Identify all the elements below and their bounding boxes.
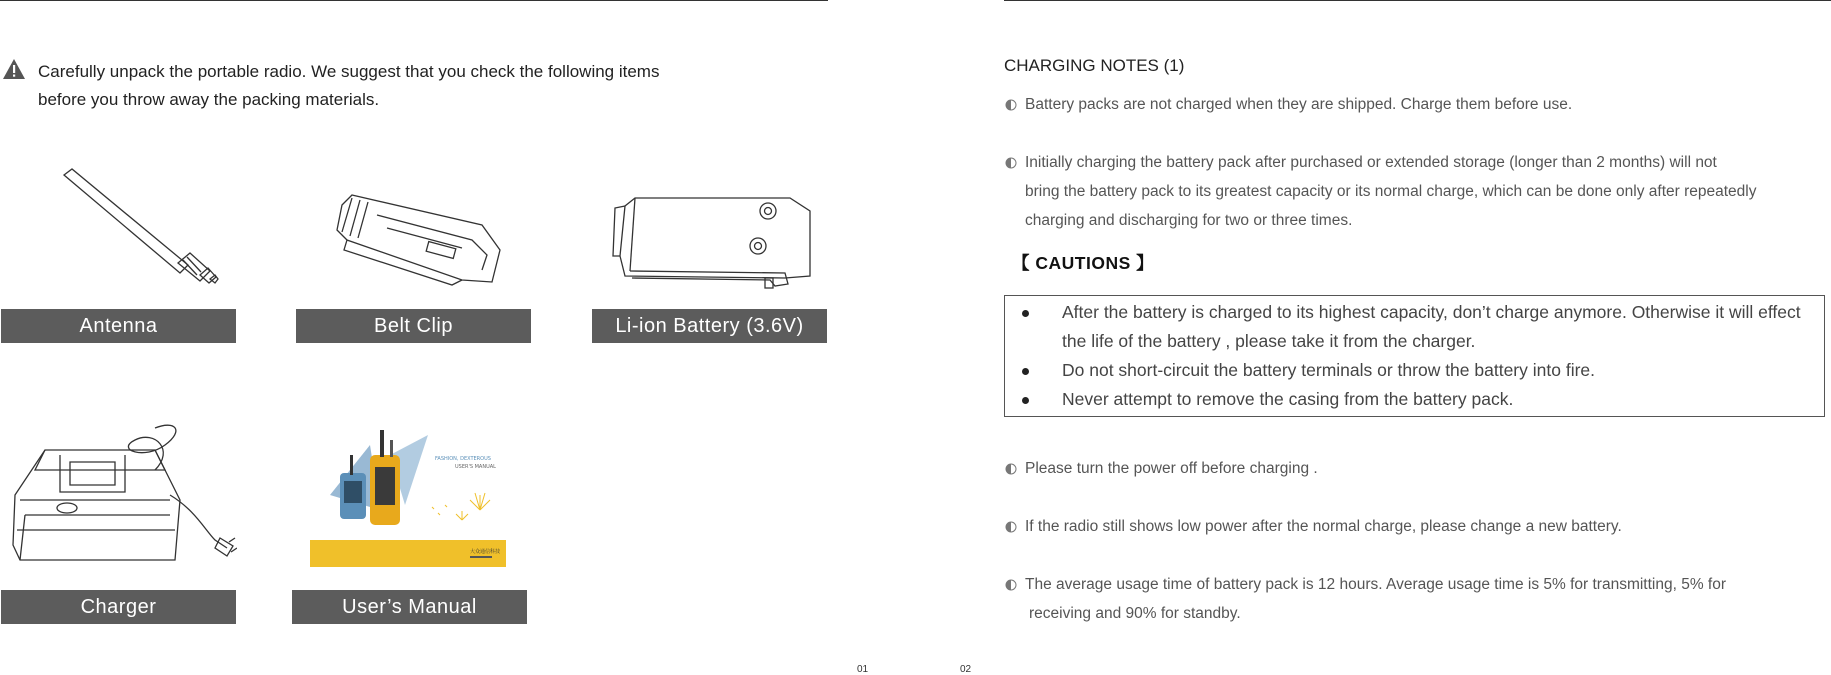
charging-note <box>1005 512 1622 541</box>
bullet-dot-icon <box>1020 298 1042 356</box>
note-line: Initially charging the battery pack after purchased or extended storage (longer than 2 months) will not <box>1025 154 1717 171</box>
belt-clip-icon <box>332 190 507 295</box>
charging-note <box>1005 454 1318 483</box>
caution-item <box>1020 356 1801 385</box>
note-line: bring the battery pack to its greatest capacity or its normal charge, which can be done only after repeatedly <box>1025 183 1757 200</box>
caution-line: the life of the battery , please take it from the charger. <box>1062 331 1476 351</box>
item-label-charger: Charger <box>1 590 236 624</box>
note-line: Please turn the power off before charging . <box>1025 460 1318 477</box>
caution-line: Never attempt to remove the casing from the battery pack. <box>1062 389 1514 409</box>
page-number-left: 01 <box>857 664 869 675</box>
intro-line: before you throw away the packing materials. <box>38 90 380 109</box>
item-label-manual: User’s Manual <box>292 590 527 624</box>
item-label-antenna: Antenna <box>1 309 236 343</box>
antenna-icon <box>60 165 230 295</box>
cautions-list <box>1020 298 1801 414</box>
right-page-top-rule <box>1004 0 1831 1</box>
cautions-heading: 【 CAUTIONS 】 <box>1012 253 1155 273</box>
manual-cover-title: FASHION, DEXTEROUS <box>435 456 491 462</box>
caution-line: Do not short-circuit the battery terminals or throw the battery into fire. <box>1062 360 1595 380</box>
manual-cover-subtitle: USER'S MANUAL <box>455 464 496 470</box>
item-label-belt-clip: Belt Clip <box>296 309 531 343</box>
half-circle-bullet-icon <box>1005 570 1025 591</box>
note-line: charging and discharging for two or three times. <box>1025 212 1353 229</box>
item-label-battery: Li-ion Battery (3.6V) <box>592 309 827 343</box>
half-circle-bullet-icon <box>1005 512 1025 533</box>
note-line: If the radio still shows low power after the normal charge, please change a new battery. <box>1025 518 1622 535</box>
battery-icon <box>610 196 815 296</box>
left-page-top-rule <box>0 0 828 1</box>
caution-item <box>1020 298 1801 356</box>
caution-line: After the battery is charged to its highest capacity, don’t charge anymore. Otherwise it will effect <box>1062 302 1801 322</box>
note-line: The average usage time of battery pack is 12 hours. Average usage time is 5% for transmitting, 5% for <box>1025 576 1727 593</box>
charging-note <box>1005 90 1572 119</box>
caution-item <box>1020 385 1801 414</box>
page-title: CHARGING NOTES (1) <box>1004 56 1185 75</box>
note-line: Battery packs are not charged when they are shipped. Charge them before use. <box>1025 96 1573 113</box>
intro-line: Carefully unpack the portable radio. We suggest that you check the following items <box>38 62 660 81</box>
manual-icon <box>310 425 506 572</box>
warning-triangle-icon <box>2 58 26 80</box>
half-circle-bullet-icon <box>1005 454 1025 475</box>
intro-text <box>38 58 659 114</box>
manual-cover-footer: 大众通信科技 <box>470 549 501 555</box>
half-circle-bullet-icon <box>1005 90 1025 111</box>
bullet-dot-icon <box>1020 385 1042 414</box>
bullet-dot-icon <box>1020 356 1042 385</box>
half-circle-bullet-icon <box>1005 148 1025 169</box>
charging-note <box>1005 148 1756 235</box>
page-number-right: 02 <box>960 664 972 675</box>
charging-note <box>1005 570 1726 628</box>
note-line: receiving and 90% for standby. <box>1029 605 1241 622</box>
charger-icon <box>5 420 237 575</box>
